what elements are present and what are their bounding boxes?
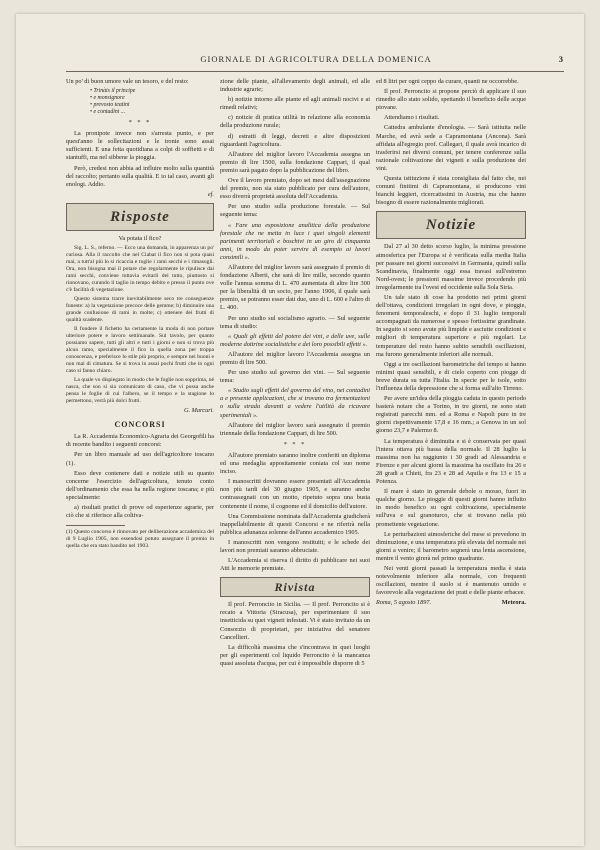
notizie-banner: Notizie [376,211,526,239]
col2-paragraph: Ove il lavoro premiato, dopo sei mesi dall'assegnazione del premio, non sia stato pubblicato per cura dell'autore, esso diverrà proprietà assoluta dell'Accademia. [220,177,370,201]
col2-paragraph: zione delle piante, all'allevamento degli animali, ed alle industrie agrarie; [220,78,370,94]
col3-paragraph: Il mare è stato in generale debole o mosso, fuori in qualche giorno. Le pioggie di questi giorni hanno influito in modo benefico su ogni coltivazione, specialmente sull'uva e sul granoturco, che si trovano nella più promettente vegetazione. [376,488,526,528]
col2-paragraph: All'autore del miglior lavoro l'Accademia assegna un premio di lire 1500, sulla fondazione Cappari, il qual premio sarà pagato dopo la pubblicazione del libro. [220,150,370,174]
asterism: * * * [283,440,307,448]
newspaper-page [16,14,584,846]
verse-list [90,88,214,116]
column-3 [376,78,526,838]
col3-paragraph: Un tale stato di cose ha prodotto nei primi giorni dell'ottava, condizioni irregolari in ogni dove, e pioggie, fenomeni temporaleschi, e dopo il 31 luglio temporali accompagnati da numerose e spesso fortissime grandinate. In seguito si sono avute più limpide e asciutte condizioni e migliori di temperatura superiore e più regolari. Le temperature del resto hanno subito sensibili oscillazioni, ma furono generalmente inferiori alle normali. [376,293,526,358]
col3-paragraph: La temperatura è diminuita e si è conservata per quasi l'intera ottava più bassa della normale. Il 28 luglio la massima non ha raggiunto i 30 gradi ad Alessandria e Firenze e per alcuni giorni la massima ha oscillato fra 26 e 28 gradi a Chieti, fra 23 e 28 ad Aquila e fra 13 e 15 a Potenza. [376,437,526,486]
footnote-rule [66,525,125,526]
col3-paragraph: Il prof. Perroncito si propone perciò di applicare il suo rimedio allo stato solido, spettando il beneficio delle acque piovane. [376,88,526,112]
footnote: (1) Questo concorso è rinnovato per deliberazione accademica del di 9 Luglio 1905, non essendosi potuto assegnare il premio in quella che era stato bandito nel 1903. [66,529,214,550]
col2-paragraph: b) notizie intorno alle piante ed agli animali nocivi e ai rimedi relativi; [220,96,370,112]
col1-paragraph: La pronipote invece non s'arresta punto, e per quest'anno le sollecitazioni e le ironie sono assai sufficienti. E una fetta quotidiana a colpi di soffietti e di stantuffi, ma nel sibbene la pioggia. [66,130,214,162]
col2-paragraph: Per uno studio sul socialismo agrario. — Sul seguente tema di studio: [220,314,370,330]
verse-line: • e monsignore [90,95,214,102]
col2-paragraph: Il prof. Perroncito in Sicilia. — Il prof. Perroncito si è recato a Vittoria (Siracusa), per esperimentare il suo insetticida su quei vigneti infestati. Vi è stato invitato da un Consorzio di proprietari, per iniziativa del senatore Cancellieri. [220,601,370,641]
col3-paragraph: Oggi a tre oscillazioni barometriche del tempo si hanno minimi quasi sensibili, e di cielo coperto con piogge di breve durata su tutta l'Italia. In specie per le isole, sotto l'influenza della depressione che si forma sull'alto Tirreno. [376,360,526,392]
dateline: Roma, 5 agosto 1897. [376,599,432,607]
col3-paragraph: ed 8 litri per ogni ceppo da curare, quanti ne occorrebbe. [376,78,519,85]
page-header [68,54,564,68]
col2-paragraph: All'autore premiato saranno inoltre conferiti un diploma ed una medaglia appositamente coniata col suo nome inciso. [220,451,370,476]
risposte-banner: Risposte [66,203,214,231]
newspaper-title: GIORNALE DI AGRICOLTURA DELLA DOMENICA [200,54,432,64]
col2-paragraph: La difficoltà massima che s'incontrava in quei luoghi per gli esperimenti col liquido Perroncito è la mancanza quasi assoluta d'acqua, per cui è impossibile disporre di 5 [220,643,370,667]
col3-paragraph: Attendiamo i risultati. [384,114,440,122]
answer-paragraph: La quale vo dispiegato in modo che le foglie non sopprima, né nasca, che son si sia comunicato di caso, che vi possa anche pensa le foglie di cui l'albero, se il tempo e la stagione lo permettono, verrà più dolci frutti. [66,377,214,405]
col2-paragraph: « Studio sugli effetti del governo del vino, nei contadini a e presente applicazioni, che si trovano tra fermentazioni o sulla strada davanti a vedere l'utilità da ricavare sperimentali ». [220,387,370,419]
col3-paragraph: Le perturbazioni atmosferiche del mese si prevedono in diminuzione, e una temperatura più elevata del normale nei giorni a venire; il barometro segnerà una lenta ascensione, mentre il vento girerà nel primo quadrante. [376,530,526,562]
col1-paragraph: Però, credesi non abbia ad influire molto sulla quantità del raccolto; pertanto sulla qualità. E io tal caso, avanti gli enologi. Addio. [66,164,214,188]
page-number: 3 [558,54,564,64]
col3-paragraph: Per avere un'idea della pioggia caduta in questo periodo basterà notare che a Torino, in tre giorni, ne sono stati registrati parecchi mm. ed a Roma e Napoli pure in tre giorni rispettivamente 17,8 e 16 mm.; a Genova in un sol giorno 23,7 e Palermo 8. [376,395,526,435]
question-title: Va potata il fico? [118,234,162,242]
answer-signature: G. Marcuri. [183,407,214,415]
col2-paragraph: Per uno studio sul governo dei vini. — Sul seguente tema: [220,369,370,385]
col1-intro: Un po' di buon umore vale un tesoro, e del resto: [66,78,189,85]
col2-paragraph: All'autore del miglior lavoro sarà assegnato il premio di fondazione Alberti, che sarà di lire mille, secondo quanto volle l'annua somma di L. 470 aumentata di altre lire 300 per la liberalità di un socio, per l'anno 1906, il quale sarà premio, se potranno esser dati due, uno di L. 600 e l'altro di L. 400. [220,263,370,312]
verse-line: • e contadini ... [90,109,214,116]
column-1 [66,78,214,838]
col2-paragraph: Per uno studio sulla produzione forestale. — Sul seguente tema: [220,203,370,219]
col2-paragraph: d) estratti di leggi, decreti e altre disposizioni riguardanti l'agricoltura. [220,132,370,148]
signature: Meteora. [501,599,526,607]
col2-paragraph: « Quali gli effetti del potere dei vini, e delle uve, sulle moderne dottrine socialistiche e dei loro possibili effetti ». [220,332,370,348]
answer-paragraph: Il fondere il fichetto ha certamente la moda di non portare ulteriore potere e lavoro settimanale. Sul tavolo, per quanto possiamo sapere, tutti gli altri e tutti i giorni e non si trova più alcun ramo, specialmente il fico in quella zona per troppa conoscenza, e preferisce lo stile più proprio, e sempre nei buoni e non mai di cimatura. Se si trova in assai pochi frutti che in ogni caso si fanno chiaro. [66,326,214,375]
answer-paragraph: Sig. L. S., referno. — Ecco una domanda, in apparenza un po' curiosa. Alla il raccolto che nel Ciabat il fico non si pota quasi mai, a tutt'al più lo si ricaccia e toglie i rami secchi e i rimasugli. Ora, non bisogna mai il potare che regolarmente le ripulisce dai rami secchi, conviene tuttavia evitarli del tutto, piuttosto si rinnovano, curando il taglio in tempo debito e presso il punto ove c'è facilità di vegetazione. [66,245,214,294]
col3-paragraph: Dal 27 al 30 detto scorso luglio, la minima pressione atmosferica per l'Europa si è verificata sulla media Italia per passare nei giorni successivi in Germania, quindi sulla Scandinavia, finalmente oggi essa travasi sull'estremo Nord-ovest; le pressioni massime invece procedendo più irregolarmente tra l'ovest ed occidente sulla Sola Siria. [376,243,526,291]
verse-line: • Trinàis il principe [90,88,214,95]
col3-paragraph: Questa istituzione è stata consigliata dal fatto che, nei comuni finitimi di Capramontana, si producono vini bianchi leggieri, ricercatissimi in Austria, ma che hanno bisogno di essere razionalmente migliorati. [376,175,526,207]
col2-paragraph: Una Commissione nominata dall'Accademia giudicherà inappellabilmente di questi Concorsi e ne riferirà nella pubblica adunanza solenne dell'anno accademico 1905. [220,512,370,536]
col3-paragraph: Cattedra ambulante d'enologia. — Sarà istituita nelle Marche, ed avrà sede a Capramontana (Ancona). Sarà affidata all'egregio prof. Callegari, il quale avrà incarico di trasferirsi nei diversi comuni, per tenere conferenze sulla razionale coltivazione dei vigneti e sulla produzione dei vini. [376,124,526,172]
col2-paragraph: All'autore del miglior lavoro l'Accademia assegna un premio di lire 500. [220,350,370,366]
answer-paragraph: Questo sistema trarre inevitabilmente seco tre conseguenze funeste: a) la vegetazione precoce delle gemme; b) diminuire una grande confusione di rami in molte; c) ottenere dei frutti di qualità scadente. [66,296,214,324]
concorsi-heading: CONCORSI [114,420,166,430]
col2-paragraph: I manoscritti non vengono restituiti; e le schede dei lavori non premiati saranno abbruciate. [220,538,370,554]
col2-paragraph: c) notizie di pratica utilità in relazione alla economia della produzione rurale; [220,114,370,130]
concorsi-paragraph: Per un libro manuale ad uso dell'agricoltore toscano (1). [66,451,214,467]
concorsi-paragraph: a) risultati pratici di prove od esperienze agrarie, per ciò che si riferisce alla coltiva- [66,503,214,520]
col2-paragraph: I manoscritti dovranno essere presentati all'Accademia non più tardi del 30 giugno 1905, e saranno anche contrassegnati con un motto, ripetuto sopra una busta contenente il nome, il cognome ed il domicilio dell'autore. [220,478,370,510]
verse-line: • prevosto teatini [90,102,214,109]
rivista-banner: Rivista [220,577,370,597]
column-2 [220,78,370,838]
header-rule [66,71,564,72]
col2-paragraph: L'Accademia si riserva il diritto di pubblicare nei suoi Atti le memorie premiate. [220,557,370,573]
col3-paragraph: Nei venti giorni passati la temperatura media è stata notevolmente inferiore alla normale, con frequenti oscillazioni, mentre il suolo si è mantenuto umido e favorevole alla vegetazione dei prati e delle piante erbacee. [376,564,526,597]
col2-paragraph: All'autore del miglior lavoro sarà assegnato il premio triennale della fondazione Cappari, di lire 500. [220,421,370,437]
col2-paragraph: « Fare una esposizione analitica della produzione forestale che ne metta in luce i quei singoli elementi parimenti territoriali e boschivi in un giro di cinquanta anni, in modo da poter servire di esempio ai lavori consimili ». [220,221,370,261]
signature: ef. [207,190,214,198]
asterism: * * * [128,119,152,127]
concorsi-paragraph: La R. Accademia Economico-Agraria dei Georgofili ha di recente bandito i seguenti concorsi: [66,433,214,449]
concorsi-paragraph: Esso deve contenere dati e notizie utili su quanto concerne l'esercizio dell'agricoltura, tenuto conto dell'ordinamento che essa ha nella regione toscana; e più specialmente: [66,469,214,501]
